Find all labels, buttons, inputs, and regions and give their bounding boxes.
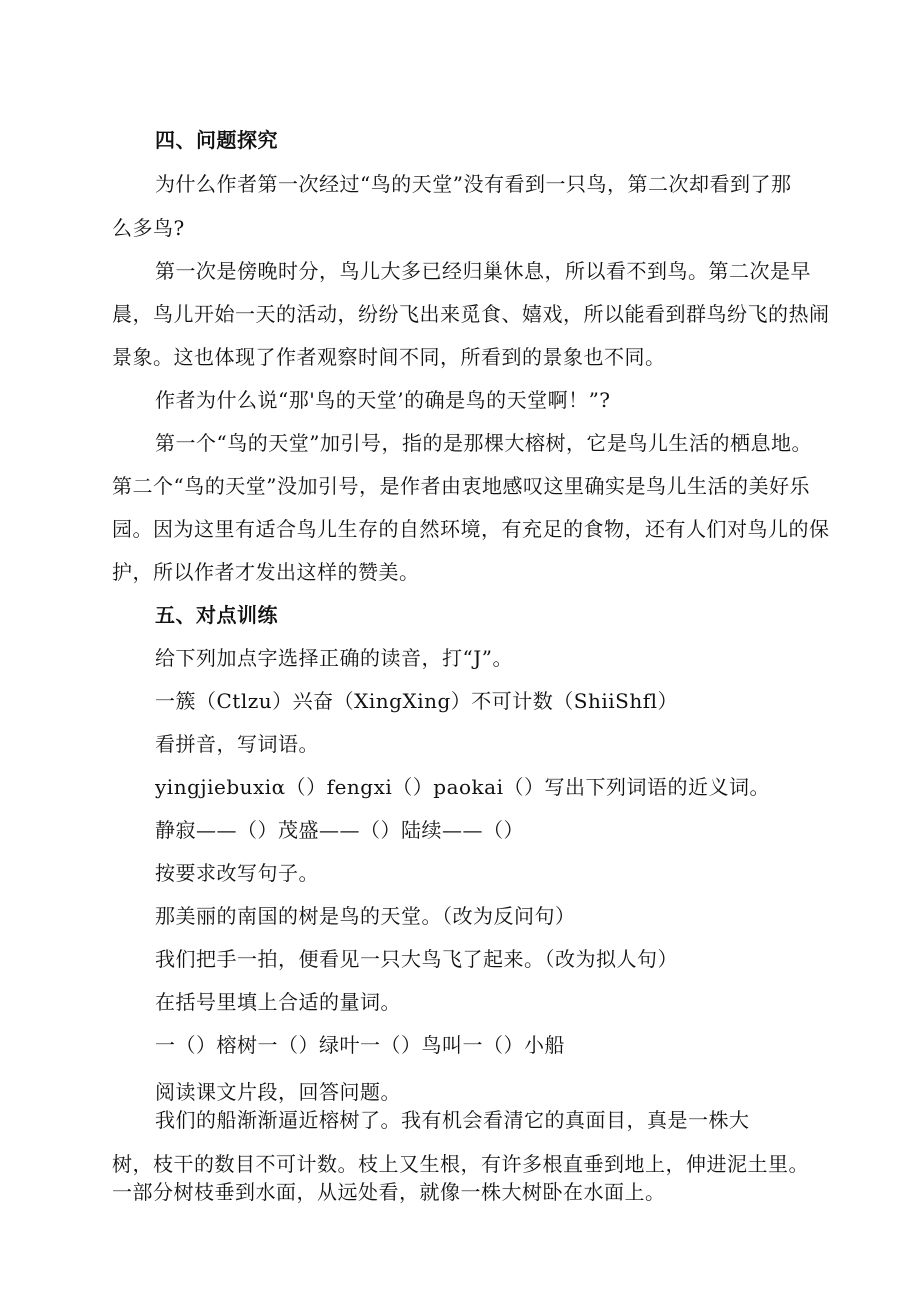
answer-1-line-1: 第一次是傍晚时分，鸟儿大多已经归巢休息，所以看不到鸟。第二次是早 — [155, 259, 811, 283]
exercise-4-title: 按要求改写句子。 — [155, 861, 319, 885]
passage-line-2: 树，枝干的数目不可计数。枝上又生根，有许多根直垂到地上，伸进泥土里。 — [112, 1152, 809, 1176]
question-2: 作者为什么说“那'鸟的天堂’的确是鸟的天堂啊！”? — [155, 388, 611, 412]
exercise-2-title: 看拼音，写词语。 — [155, 732, 319, 756]
answer-2-line-4: 护，所以作者才发出这样的赞美。 — [112, 560, 420, 584]
question-1-line-1: 为什么作者第一次经过“鸟的天堂”没有看到一只鸟，第二次却看到了那 — [155, 172, 792, 196]
passage-line-3: 一部分树枝垂到水面，从远处看，就像一株大树卧在水面上。 — [112, 1180, 666, 1204]
question-1-line-2: 么多鸟? — [112, 216, 185, 240]
exercise-1-title: 给下列加点字选择正确的读音，打“J”。 — [155, 646, 513, 670]
passage-line-1: 我们的船渐渐逼近榕树了。我有机会看清它的真面目，真是一株大 — [155, 1108, 750, 1132]
exercise-2-items: yingjiebuxiα（）fengxi（）paokai（）写出下列词语的近义词。 — [155, 775, 770, 799]
answer-2-line-1: 第一个“鸟的天堂”加引号，指的是那棵大榕树，它是鸟儿生活的栖息地。 — [155, 431, 812, 455]
exercise-4-item-2: 我们把手一拍，便看见一只大鸟飞了起来。（改为拟人句） — [155, 947, 678, 971]
answer-2-line-3: 园。因为这里有适合鸟儿生存的自然环境，有充足的食物，还有人们对鸟儿的保 — [112, 517, 830, 541]
exercise-4-item-1: 那美丽的南国的树是鸟的天堂。（改为反问句） — [155, 904, 576, 928]
exercise-5-title: 在括号里填上合适的量词。 — [155, 990, 401, 1014]
exercise-5-items: 一（）榕树一（）绿叶一（）鸟叫一（）小船 — [155, 1033, 565, 1057]
section-heading-problem-inquiry: 四、问题探究 — [155, 128, 278, 152]
answer-2-line-2: 第二个“鸟的天堂”没加引号，是作者由衷地感叹这里确实是鸟儿生活的美好乐 — [112, 474, 810, 498]
answer-1-line-3: 景象。这也体现了作者观察时间不同，所看到的景象也不同。 — [112, 345, 666, 369]
answer-1-line-2: 晨，鸟儿开始一天的活动，纷纷飞出来觅食、嬉戏，所以能看到群鸟纷飞的热闹 — [112, 302, 830, 326]
section-heading-practice: 五、对点训练 — [155, 603, 278, 627]
exercise-1-items: 一簇（Ctlzu）兴奋（XingXing）不可计数（ShiiShfl） — [155, 689, 679, 713]
exercise-6-title: 阅读课文片段，回答问题。 — [155, 1080, 401, 1104]
exercise-3-items: 静寂——（）茂盛——（）陆续——（） — [155, 818, 524, 842]
